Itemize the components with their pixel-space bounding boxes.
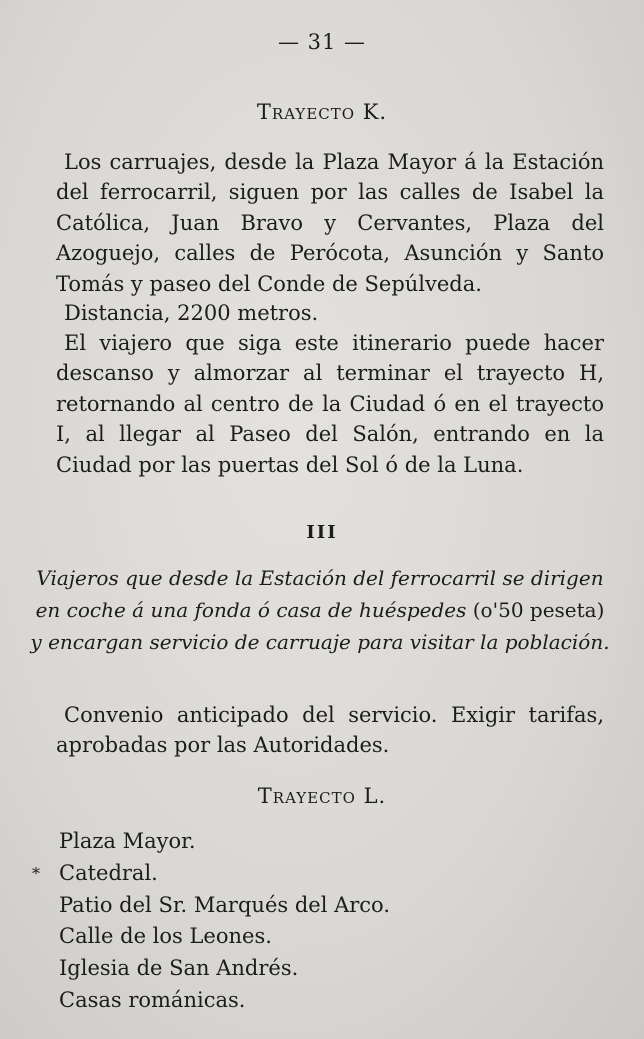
list-item: Calle de los Leones. — [59, 924, 272, 949]
service-agreement-note: Convenio anticipado del servicio. Exigir tarifas, aprobadas por las Autoridades. — [56, 703, 604, 758]
route-k-title: Trayecto K. — [256, 100, 388, 124]
asterisk-marker: * — [32, 863, 40, 883]
route-l-title: Trayecto L. — [257, 784, 387, 808]
route-k-distance: Distancia, 2200 metros. — [64, 301, 319, 325]
list-item: * Catedral. — [59, 858, 390, 890]
section-description-text: Viajeros que desde la Estación del ferrocarril se dirigen en coche á una fonda ó casa de huéspedes — [35, 566, 604, 622]
section-numeral: III — [306, 522, 338, 543]
section-description — [30, 562, 610, 658]
section-description-text-2: y encargan servicio de carruaje para visitar la población. — [30, 630, 610, 654]
page-number: — 31 — — [277, 30, 367, 54]
route-l-stops — [32, 826, 390, 1017]
route-k-description: Los carruajes, desde la Plaza Mayor á la Estación del ferrocarril, siguen por las calles de Isabel la Católica, Juan Bravo y Cervantes, Plaza del Azoguejo, calles de Perócota, Asunción y Santo Tomás y paseo del Conde de Sepúlveda. — [56, 150, 604, 296]
section-description-price: (o'50 peseta) — [472, 598, 605, 622]
list-item: Plaza Mayor. — [59, 829, 196, 853]
list-item: Iglesia de San Andrés. — [59, 956, 299, 981]
list-item: Casas románicas. — [59, 987, 246, 1012]
route-k-note: El viajero que siga este itinerario puede hacer descanso y almorzar al terminar el trayecto H, retornando al centro de la Ciudad ó en el trayecto I, al llegar al Paseo del Salón, entrando en la Ciudad por las puertas del Sol ó de la Luna. — [56, 331, 604, 477]
list-item: Patio del Sr. Marqués del Arco. — [59, 892, 390, 917]
